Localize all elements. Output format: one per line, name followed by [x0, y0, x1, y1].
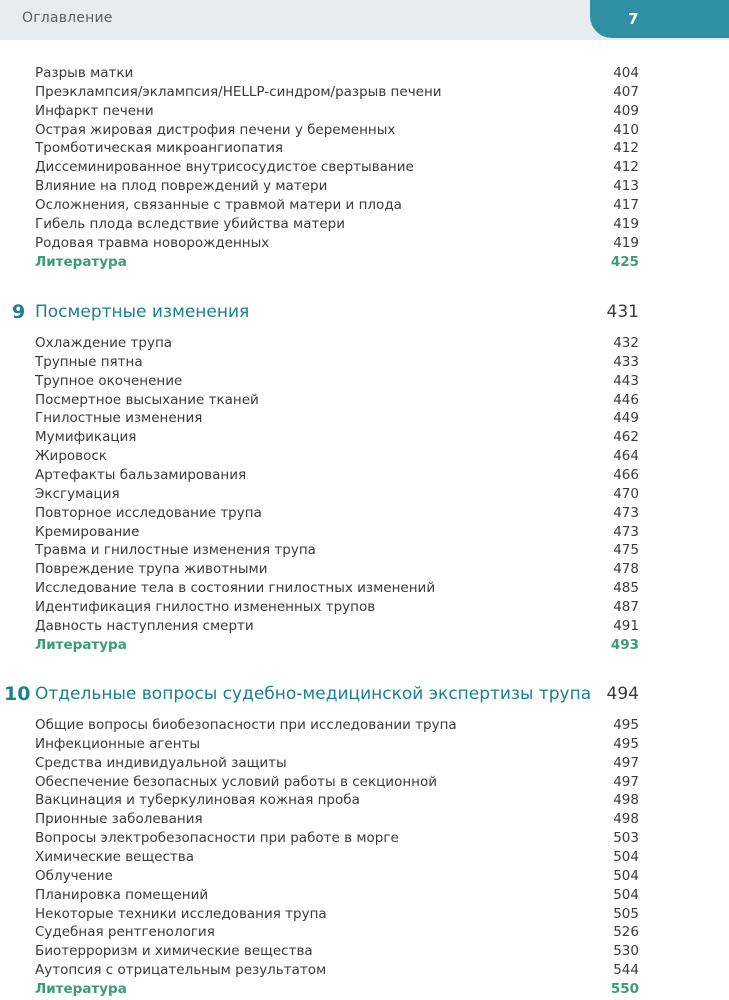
toc-entry-title: Прионные заболевания [35, 811, 203, 828]
toc-entry-page: 412 [613, 159, 639, 176]
toc-entry-title: Жировоск [35, 448, 107, 465]
toc-entry-page: 404 [613, 65, 639, 81]
toc-entry-page: 433 [613, 353, 639, 370]
toc-entry-page: 498 [613, 792, 639, 809]
toc-entry[interactable] [35, 428, 639, 447]
toc-entry-title: Мумификация [35, 429, 137, 446]
toc-entry-title: Химические вещества [35, 848, 195, 865]
toc-entry-title: Аутопсия с отрицательным результатом [35, 962, 327, 979]
page-number: 7 [628, 10, 639, 28]
chapter-page: 494 [606, 684, 639, 704]
toc-entry[interactable] [35, 961, 639, 980]
toc-entry-page: 419 [613, 234, 639, 251]
toc-entry[interactable] [35, 579, 639, 598]
toc-entry-page: 409 [613, 102, 639, 119]
toc-entry-page: 498 [613, 811, 639, 828]
page-number-tab [590, 0, 729, 38]
toc-entry[interactable] [35, 409, 639, 428]
toc-entry-title: Кремирование [35, 523, 140, 540]
toc-entry-page: 425 [610, 253, 639, 270]
toc-entry-title: Вопросы электробезопасности при работе в морге [35, 830, 399, 847]
toc-entry-page: 503 [613, 830, 639, 847]
toc-entry-page: 410 [613, 121, 639, 138]
toc-entry[interactable] [35, 541, 639, 560]
toc-entry-title: Исследование тела в состоянии гнилостных изменений [35, 580, 436, 597]
toc-entry[interactable] [35, 158, 639, 177]
toc-entry[interactable] [35, 234, 639, 253]
toc-entry-page: 446 [613, 391, 639, 408]
toc-entry-title: Инфаркт печени [35, 102, 154, 119]
toc-entry[interactable] [35, 716, 639, 735]
toc-entry-title: Инфекционные агенты [35, 735, 201, 752]
toc-entry-title: Средства индивидуальной защиты [35, 754, 287, 771]
toc-entry[interactable] [35, 791, 639, 810]
toc-entry-title: Давность наступления смерти [35, 617, 254, 634]
toc-entry-title: Посмертное высыхание тканей [35, 391, 259, 408]
toc-entry-page: 413 [613, 178, 639, 195]
toc-entry-title: Литература [35, 253, 127, 270]
toc-entry-page: 475 [613, 542, 639, 559]
toc-entry-title: Некоторые техники исследования трупа [35, 905, 327, 922]
chapter-number: 10 [4, 683, 31, 705]
toc-entry-page: 419 [613, 215, 639, 232]
toc-entry-page: 466 [613, 466, 639, 483]
toc-entry[interactable] [35, 121, 639, 140]
toc-entry[interactable] [35, 773, 639, 792]
toc-entry[interactable] [35, 886, 639, 905]
toc-entry[interactable] [35, 391, 639, 410]
toc-entry-title: Облучение [35, 867, 113, 884]
toc-entry[interactable] [35, 353, 639, 372]
toc-entry-title: Общие вопросы биобезопасности при исследовании трупа [35, 717, 457, 733]
header-title: Оглавление [22, 10, 113, 26]
toc-entry-title: Планировка помещений [35, 886, 209, 903]
toc-entry[interactable] [35, 215, 639, 234]
toc-entry[interactable] [35, 942, 639, 961]
toc-entry-page: 485 [613, 580, 639, 597]
toc-entry[interactable] [35, 504, 639, 523]
toc-entry-page: 505 [613, 905, 639, 922]
toc-entry-title: Эксгумация [35, 485, 120, 502]
toc-entry[interactable] [35, 334, 639, 353]
toc-entry-title: Гибель плода вследствие убийства матери [35, 215, 346, 232]
toc-entry-page: 473 [613, 504, 639, 521]
toc-entry-page: 443 [613, 372, 639, 389]
chapter-heading[interactable] [0, 681, 640, 707]
toc-entry[interactable] [35, 735, 639, 754]
toc-entry[interactable] [35, 810, 639, 829]
toc-entry-title: Разрыв матки [35, 65, 134, 81]
toc-literature-entry[interactable] [35, 253, 639, 272]
running-header [0, 0, 729, 40]
toc-entry-page: 504 [613, 867, 639, 884]
toc-entry-title: Трупные пятна [35, 353, 143, 370]
toc-entry-page: 544 [613, 962, 639, 979]
toc-entry-title: Идентификация гнилостно измененных трупов [35, 598, 376, 615]
toc-entry-title: Травма и гнилостные изменения трупа [35, 542, 316, 559]
toc-entry-page: 432 [613, 335, 639, 351]
toc-entry-page: 412 [613, 140, 639, 157]
toc-entry[interactable] [35, 102, 639, 121]
toc-entry-title: Артефакты бальзамирования [35, 466, 247, 483]
toc-entry-title: Судебная рентгенология [35, 924, 215, 941]
toc-entry-title: Тромботическая микроангиопатия [35, 140, 284, 157]
chapter-number: 9 [12, 301, 26, 323]
toc-entry-page: 491 [613, 617, 639, 634]
toc-entry-page: 462 [613, 429, 639, 446]
toc-entry[interactable] [35, 447, 639, 466]
toc-entry-title: Повторное исследование трупа [35, 504, 262, 521]
toc-entry-title: Охлаждение трупа [35, 335, 173, 351]
toc-entry[interactable] [35, 848, 639, 867]
toc-entry[interactable] [35, 372, 639, 391]
toc-entry-title: Влияние на плод повреждений у матери [35, 178, 328, 195]
toc-entry[interactable] [35, 139, 639, 158]
toc-entry-page: 497 [613, 773, 639, 790]
toc-entry-page: 530 [613, 943, 639, 960]
chapter-title: Отдельные вопросы судебно-медицинской экспертизы трупа [35, 684, 592, 704]
toc-entry-page: 504 [613, 886, 639, 903]
toc-entry-title: Осложнения, связанные с травмой матери и плода [35, 196, 402, 213]
toc-entry-page: 497 [613, 754, 639, 771]
toc-entry[interactable] [35, 177, 639, 196]
toc-entry-page: 473 [613, 523, 639, 540]
toc-entry-page: 417 [613, 196, 639, 213]
toc-entry-title: Гнилостные изменения [35, 410, 203, 427]
toc-entry[interactable] [35, 485, 639, 504]
chapter-page: 431 [606, 302, 639, 322]
toc-entry-page: 487 [613, 598, 639, 615]
chapter-heading[interactable] [0, 299, 640, 325]
toc-entry-page: 470 [613, 485, 639, 502]
toc-entry[interactable] [35, 560, 639, 579]
toc-entry-page: 464 [613, 448, 639, 465]
toc-literature-entry[interactable] [35, 636, 639, 655]
toc-entry-title: Литература [35, 980, 127, 997]
toc-entry-page: 449 [613, 410, 639, 427]
toc-entry-page: 495 [613, 735, 639, 752]
toc-entry[interactable] [35, 754, 639, 773]
toc-entry[interactable] [35, 523, 639, 542]
chapter-title: Посмертные изменения [35, 302, 250, 322]
toc-entry[interactable] [35, 598, 639, 617]
toc-entry-title: Биотерроризм и химические вещества [35, 943, 313, 960]
toc-entry-title: Острая жировая дистрофия печени у беременных [35, 121, 396, 138]
toc-entry-title: Трупное окоченение [35, 372, 183, 389]
toc-entry-title: Обеспечение безопасных условий работы в секционной [35, 773, 438, 790]
toc-entry-page: 493 [610, 636, 639, 653]
toc-entry[interactable] [35, 867, 639, 886]
toc-entry-title: Литература [35, 636, 127, 653]
toc-entry-page: 495 [613, 717, 639, 733]
toc-entry[interactable] [35, 466, 639, 485]
toc-entry-title: Родовая травма новорожденных [35, 234, 270, 251]
toc-entry[interactable] [35, 196, 639, 215]
toc-entry-title: Повреждение трупа животными [35, 561, 268, 578]
toc-entry[interactable] [35, 617, 639, 636]
toc-entry-page: 526 [613, 924, 639, 941]
toc-entry-title: Диссеминированное внутрисосудистое свертывание [35, 159, 414, 176]
toc-entry-page: 407 [613, 83, 639, 100]
toc-entry-page: 550 [610, 980, 639, 997]
toc-entry[interactable] [35, 905, 639, 924]
toc-entry[interactable] [35, 829, 639, 848]
toc-entry[interactable] [35, 83, 639, 102]
toc-entry-title: Вакцинация и туберкулиновая кожная проба [35, 792, 360, 809]
toc-entry-page: 478 [613, 561, 639, 578]
toc-entry-page: 504 [613, 848, 639, 865]
toc-entry[interactable] [35, 923, 639, 942]
toc-literature-entry[interactable] [35, 980, 639, 999]
toc-entry[interactable] [35, 64, 639, 83]
toc-entry-title: Преэклампсия/эклампсия/HELLP-синдром/разрыв печени [35, 83, 442, 100]
